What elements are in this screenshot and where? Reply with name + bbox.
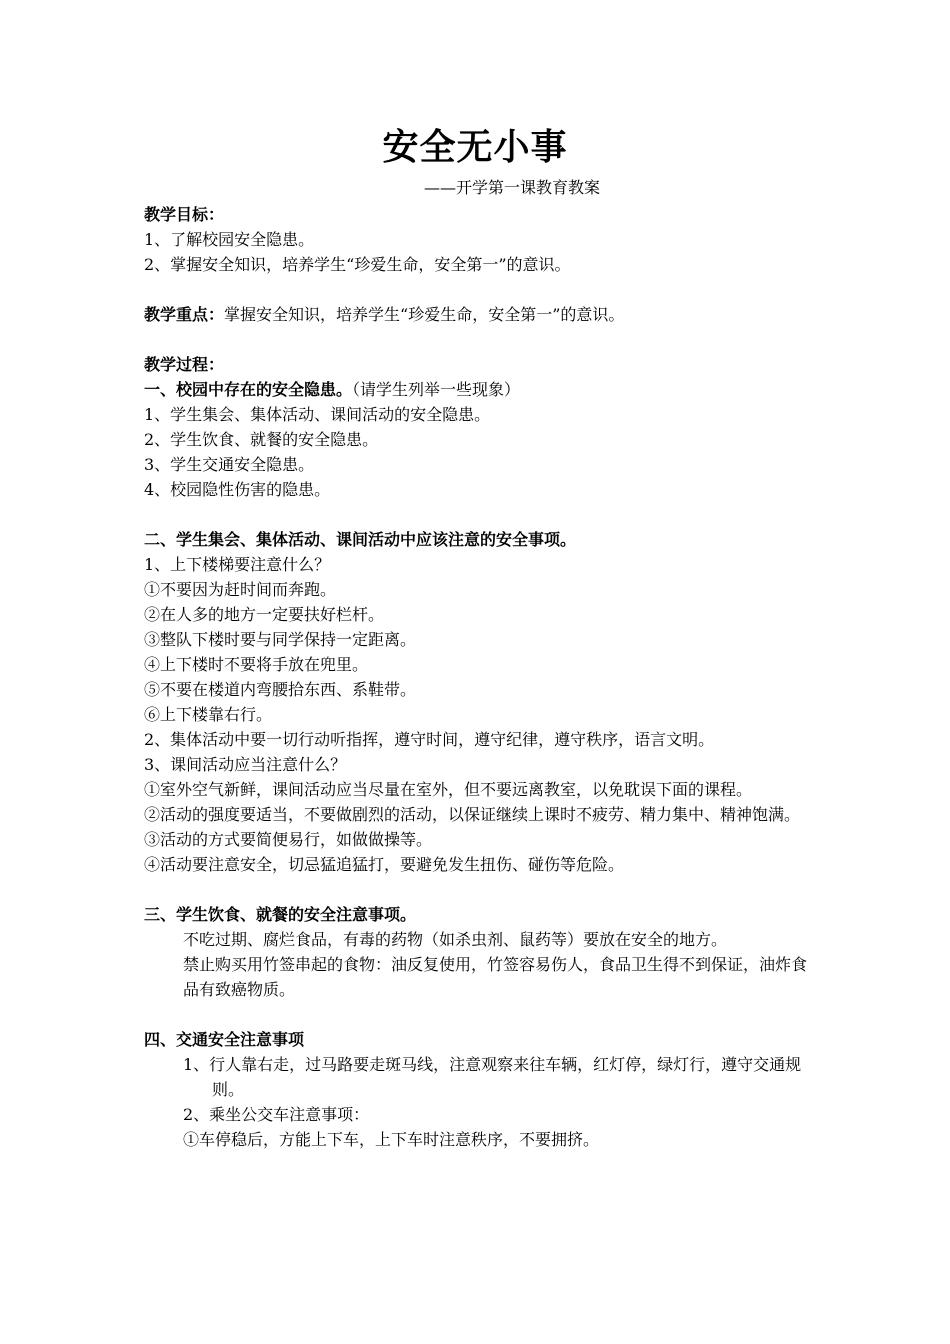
focus-label: 教学重点：	[144, 305, 225, 324]
section-1-item: 1、学生集会、集体活动、课间活动的安全隐患。	[144, 405, 491, 424]
document-title: 安全无小事	[382, 127, 568, 168]
section-2-question-1: 1、上下楼梯要注意什么？	[144, 555, 331, 574]
section-1-heading: 一、校园中存在的安全隐患。	[144, 380, 353, 399]
stairs-item: ④上下楼时不要将手放在兜里。	[144, 655, 369, 674]
section-2-heading: 二、学生集会、集体活动、课间活动中应该注意的安全事项。	[144, 530, 577, 549]
document-subtitle: ——开学第一课教育教案	[424, 178, 601, 197]
recess-item: ②活动的强度要适当，不要做剧烈的活动，以保证继续上课时不疲劳、精力集中、精神饱满。	[144, 805, 801, 824]
section-3-heading: 三、学生饮食、就餐的安全注意事项。	[144, 905, 417, 924]
recess-item: ①室外空气新鲜，课间活动应当尽量在室外，但不要远离教室，以免耽误下面的课程。	[144, 780, 753, 799]
section-3-paragraph: 不吃过期、腐烂食品，有毒的药物（如杀虫剂、鼠药等）要放在安全的地方。	[183, 930, 728, 949]
goal-item: 2、掌握安全知识，培养学生“珍爱生命，安全第一”的意识。	[144, 255, 571, 274]
recess-item: ④活动要注意安全，切忌猛追猛打，要避免发生扭伤、碰伤等危险。	[144, 855, 625, 874]
section-1-note: （请学生列举一些现象）	[352, 380, 521, 399]
goals-heading: 教学目标：	[144, 205, 225, 224]
section-4-item: 1、行人靠右走，过马路要走斑马线，注意观察来往车辆，红灯停，绿灯行，遵守交通规则。	[183, 1055, 802, 1099]
stairs-item: ②在人多的地方一定要扶好栏杆。	[144, 605, 385, 624]
section-2-question-2: 2、集体活动中要一切行动听指挥，遵守时间，遵守纪律，遵守秩序，语言文明。	[144, 730, 715, 749]
stairs-item: ⑥上下楼靠右行。	[144, 705, 273, 724]
section-1-item: 3、学生交通安全隐患。	[144, 455, 315, 474]
section-3-paragraph: 禁止购买用竹签串起的食物：油反复使用，竹签容易伤人，食品卫生得不到保证，油炸食品有致癌物质。	[183, 955, 808, 999]
focus-paragraph	[144, 302, 816, 327]
section-1-item: 2、学生饮食、就餐的安全隐患。	[144, 430, 379, 449]
section-2-question-3: 3、课间活动应当注意什么？	[144, 755, 347, 774]
stairs-item: ③整队下楼时要与同学保持一定距离。	[144, 630, 417, 649]
section-4-heading: 四、交通安全注意事项	[144, 1030, 305, 1049]
goal-item: 1、了解校园安全隐患。	[144, 230, 315, 249]
document-body	[144, 202, 816, 1152]
section-1-heading-line	[144, 377, 816, 402]
stairs-item: ⑤不要在楼道内弯腰拾东西、系鞋带。	[144, 680, 417, 699]
section-4-subitem: ①车停稳后，方能上下车，上下车时注意秩序，不要拥挤。	[183, 1130, 600, 1149]
focus-text: 掌握安全知识，培养学生“珍爱生命，安全第一”的意识。	[224, 305, 625, 324]
section-1-item: 4、校园隐性伤害的隐患。	[144, 480, 331, 499]
stairs-item: ①不要因为赶时间而奔跑。	[144, 580, 337, 599]
recess-item: ③活动的方式要简便易行，如做做操等。	[144, 830, 433, 849]
section-4-item: 2、乘坐公交车注意事项：	[183, 1105, 370, 1124]
process-heading: 教学过程：	[144, 355, 225, 374]
